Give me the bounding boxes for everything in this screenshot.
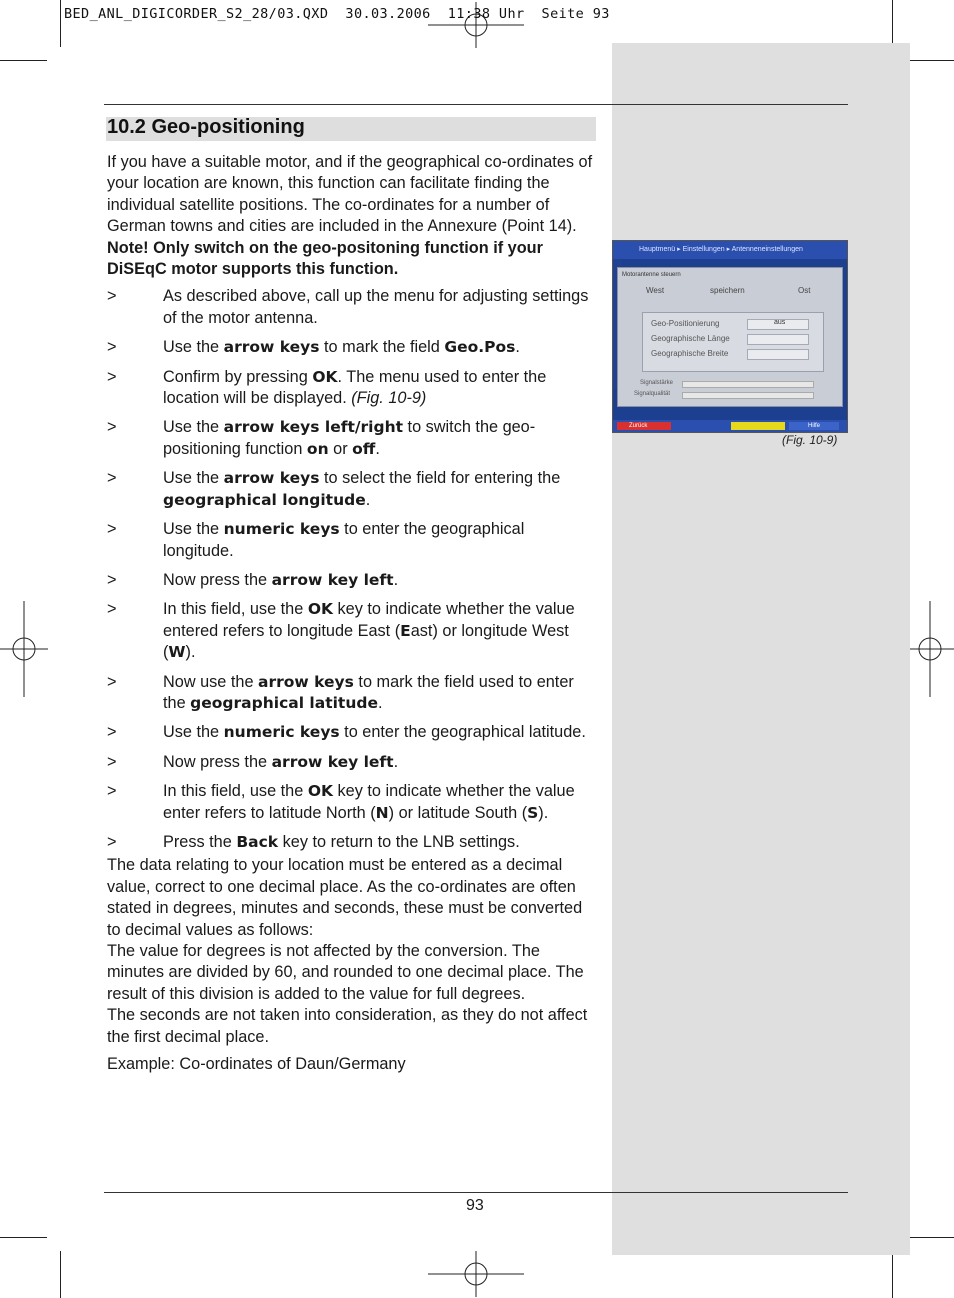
crop-mark	[907, 60, 954, 61]
screen-tab-east: Ost	[798, 286, 811, 295]
section-title: 10.2 Geo-positioning	[107, 116, 305, 138]
side-panel	[612, 43, 910, 1255]
step-12: > In this field, use the OK key to indicate whether the value enter refers to latitude North (N) or latitude South (S).	[107, 782, 575, 822]
step-7: > Now press the arrow key left.	[107, 570, 399, 589]
seconds-paragraph: The seconds are not taken into consideration, as they do not affect the first decimal place.	[107, 1006, 588, 1046]
screen-field-geo	[747, 319, 809, 330]
degrees-paragraph: The value for degrees is not affected by the conversion. The minutes are divided by 60, and rounded to one decimal place. The result of this division is added to the value for full degrees.	[107, 942, 584, 1003]
intro-paragraph: If you have a suitable motor, and if the geographical co-ordinates of your location are known, this function can facilitate finding the individual satellite positions. The co-ordinates for a number of German towns and cities are included in the Annexure (Point 14).	[107, 153, 593, 236]
step-11: > Now press the arrow key left.	[107, 752, 399, 771]
screen-geo-dialog	[642, 312, 824, 372]
crop-mark	[907, 1237, 954, 1238]
crop-mark	[60, 1251, 61, 1298]
registration-mark-bottom	[428, 1251, 524, 1297]
screen-label-signal-strength: Signalstärke	[640, 380, 674, 386]
screen-field-longitude	[747, 334, 809, 345]
screen-tab-west: West	[646, 286, 665, 295]
example-paragraph: Example: Co-ordinates of Daun/Germany	[107, 1055, 406, 1074]
step-13: > Press the Back key to return to the LNB settings.	[107, 832, 520, 851]
screen-value-geo: aus	[774, 319, 786, 326]
step-5: > Use the arrow keys to select the field for entering the geographical longitude.	[107, 469, 561, 509]
screen-field-latitude	[747, 349, 809, 360]
screen-window-caption: Motorantenne steuern	[622, 272, 681, 278]
figure-screenshot	[612, 240, 848, 433]
screen-bar-signal-quality	[682, 392, 814, 399]
body-text	[107, 152, 597, 1075]
top-rule	[104, 104, 848, 105]
screen-window	[617, 267, 843, 407]
print-slug: BED_ANL_DIGICORDER_S2_28/03.QXD 30.03.2006 11:38 Uhr Seite 93	[64, 6, 610, 22]
screen-bar-signal-strength	[682, 381, 814, 388]
crop-mark	[892, 0, 893, 47]
figure-caption: (Fig. 10-9)	[782, 433, 838, 447]
step-6: > Use the numeric keys to enter the geographical longitude.	[107, 520, 525, 560]
screen-label-geo: Geo-Positionierung	[651, 319, 720, 328]
screen-tab-save: speichern	[710, 286, 745, 295]
conversion-paragraph: The data relating to your location must be entered as a decimal value, correct to one decimal place. As the co-ordinates are often stated in degrees, minutes and seconds, these must be converted to decimal values as follows:	[107, 856, 583, 939]
bottom-rule	[104, 1192, 848, 1193]
crop-mark	[892, 1251, 893, 1298]
step-3: > Confirm by pressing OK. The menu used to enter the location will be displayed. (Fig. 10-9)	[107, 367, 547, 408]
step-4: > Use the arrow keys left/right to switch the geo-positioning function on or off.	[107, 418, 536, 458]
crop-mark	[0, 60, 47, 61]
step-9: > Now use the arrow keys to mark the field used to enter the geographical latitude.	[107, 672, 574, 712]
screen-footer	[613, 420, 847, 432]
step-1: > As described above, call up the menu for adjusting settings of the motor antenna.	[107, 287, 589, 327]
crop-mark	[60, 0, 61, 47]
step-10: > Use the numeric keys to enter the geographical latitude.	[107, 723, 586, 742]
screen-blue-button: Hilfe	[789, 422, 839, 430]
screen-red-button: Zurück	[617, 422, 671, 430]
screen-label-longitude: Geographische Länge	[651, 334, 730, 343]
screen-breadcrumb: Hauptmenü ▸ Einstellungen ▸ Antenneneinstellungen	[613, 241, 847, 259]
step-8: > In this field, use the OK key to indicate whether the value entered refers to longitude East (East) or longitude West (W).	[107, 600, 575, 662]
page-number: 93	[466, 1197, 484, 1214]
registration-mark-right	[906, 601, 954, 697]
screen-label-latitude: Geographische Breite	[651, 349, 729, 358]
screen-yellow-button	[731, 422, 785, 430]
screen-label-signal-quality: Signalqualität	[634, 391, 671, 397]
registration-mark-left	[0, 601, 48, 697]
crop-mark	[0, 1237, 47, 1238]
note-paragraph: Note! Only switch on the geo-positoning function if your DiSEqC motor supports this function.	[107, 238, 543, 279]
step-2: > Use the arrow keys to mark the field Geo.Pos.	[107, 338, 520, 357]
